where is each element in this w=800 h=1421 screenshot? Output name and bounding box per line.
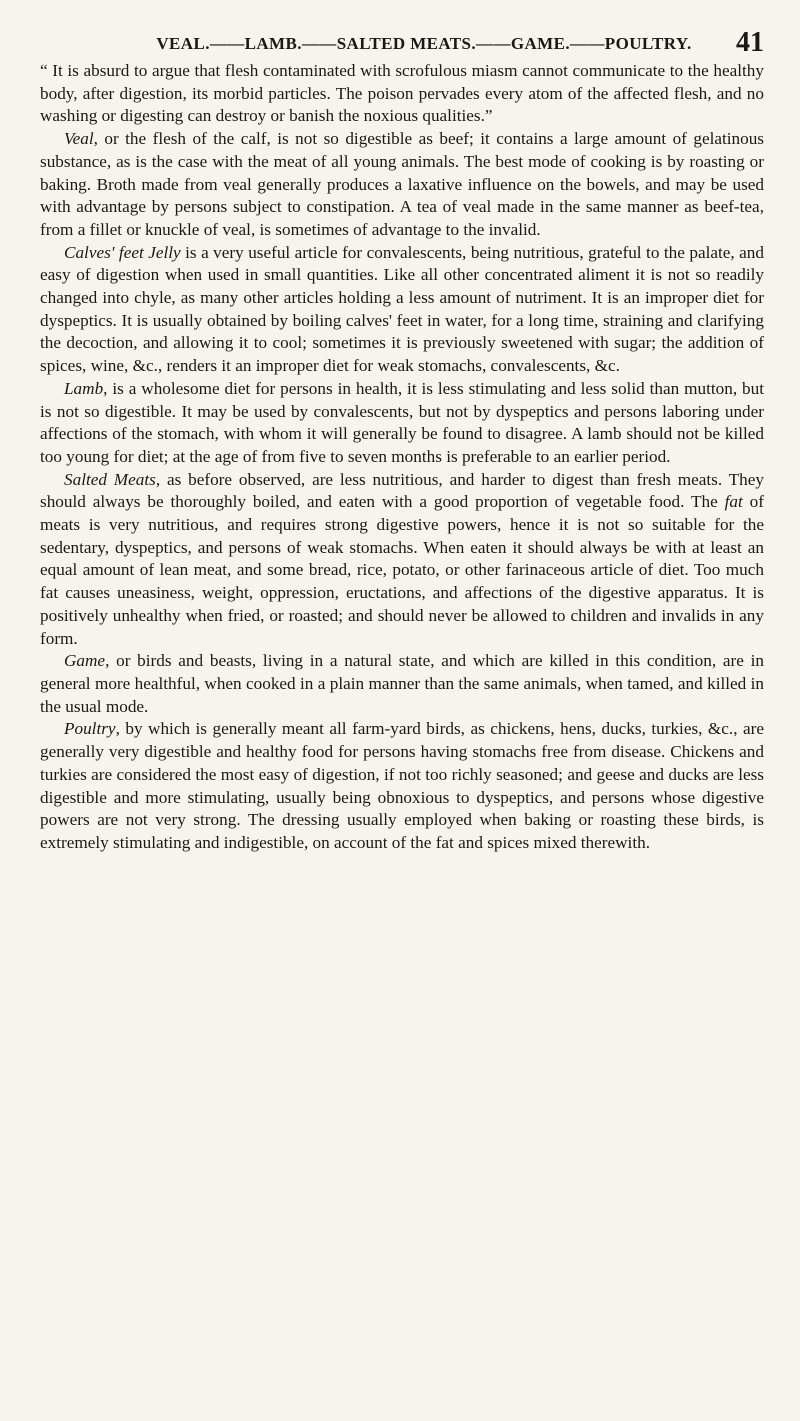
paragraph-calves-feet-jelly: [40, 242, 764, 378]
paragraph-veal: [40, 128, 764, 242]
running-title: VEAL.——LAMB.——SALTED MEATS.——GAME.——POULTRY.: [156, 34, 692, 53]
paragraph-text: , or birds and beasts, living in a natural state, and which are killed in this condition, are in general more healthful, when cooked in a plain manner than the same animals, when tamed, and killed in the usual mode.: [40, 651, 764, 716]
paragraph-heading-poultry: Poultry: [64, 719, 116, 739]
paragraph-salted-meats: [40, 469, 764, 651]
body-text: [40, 60, 764, 855]
paragraph-text: “ It is absurd to argue that flesh contaminated with scrofulous miasm cannot communicate to the healthy body, after digestion, its morbid particles. The poison pervades every atom of the affected flesh, and no washing or digesting can destroy or banish the noxious qualities.”: [40, 61, 764, 126]
paragraph-quotation: [40, 60, 764, 128]
paragraph-lamb: [40, 378, 764, 469]
page-number: 41: [736, 27, 764, 58]
paragraph-text: , by which is generally meant all farm-yard birds, as chickens, hens, ducks, turkies, &c., are generally very digestible and healthy food for persons having stomachs free from disease. Chickens and turkies are considered the most easy of digestion, if not too richly seasoned; and geese and ducks are less digestible and more stimulating, usually being obnoxious to dyspeptics, and persons whose digestive powers are not very strong. The dressing usually employed when baking or roasting these birds, is extremely stimulating and indigestible, on account of the fat and spices mixed therewith.: [40, 719, 764, 852]
paragraph-heading-game: Game: [64, 651, 106, 671]
running-head: [124, 26, 764, 62]
paragraph-poultry: [40, 718, 764, 854]
paragraph-game: [40, 650, 764, 718]
paragraph-text: of meats is very nutritious, and requires strong digestive powers, hence it is not so suitable for the sedentary, dyspeptics, and persons of weak stomachs. When eaten it should always be with at least an equal amount of lean meat, and some bread, rice, potato, or other farinaceous article of diet. Too much fat causes uneasiness, weight, oppression, eructations, and affections of the digestive apparatus. It is positively unhealthy when fried, or roasted; and should never be allowed to children and invalids in any form.: [40, 492, 764, 648]
paragraph-heading-calves-feet-jelly: Calves' feet Jelly: [64, 242, 181, 262]
paragraph-text: , is a wholesome diet for persons in health, it is less stimulating and less solid than mutton, but is not so digestible. It may be used by convalescents, but not by dyspeptics and persons laboring under affections of the stomach, with whom it will generally be found to disagree. A lamb should not be killed too young for diet; at the age of from five to seven months is preferable to an earlier period.: [40, 378, 764, 466]
paragraph-heading-lamb: Lamb: [64, 378, 104, 398]
paragraph-text: , as before observed, are less nutritious, and harder to digest than fresh meats. They should always be thoroughly boiled, and eaten with a good proportion of vegetable food. The: [40, 469, 764, 512]
paragraph-heading-salted-meats: Salted Meats: [64, 469, 156, 489]
emphasis-fat: fat: [724, 492, 743, 512]
paragraph-text: , or the flesh of the calf, is not so digestible as beef; it contains a large amount of gelatinous substance, as is the case with the meat of all young animals. The best mode of cooking is by roasting or baking. Broth made from veal generally produces a laxative influence on the bowels, and may be used with advantage by persons subject to constipation. A tea of veal made in the same manner as beef-tea, from a fillet or knuckle of veal, is sometimes of advantage to the invalid.: [40, 129, 764, 239]
paragraph-text: is a very useful article for convalescents, being nutritious, grateful to the palate, and easy of digestion when used in small quantities. Like all other concentrated aliment it is not so readily changed into chyle, as many other articles holding a less amount of nutriment. It is an improper diet for dyspeptics. It is usually obtained by boiling calves' feet in water, for a long time, straining and clarifying the decoction, and allowing it to cool; sometimes it is previously sweetened with sugar; the addition of spices, wine, &c., renders it an improper diet for weak stomachs, convalescents, &c.: [40, 242, 764, 376]
paragraph-heading-veal: Veal: [64, 129, 94, 149]
